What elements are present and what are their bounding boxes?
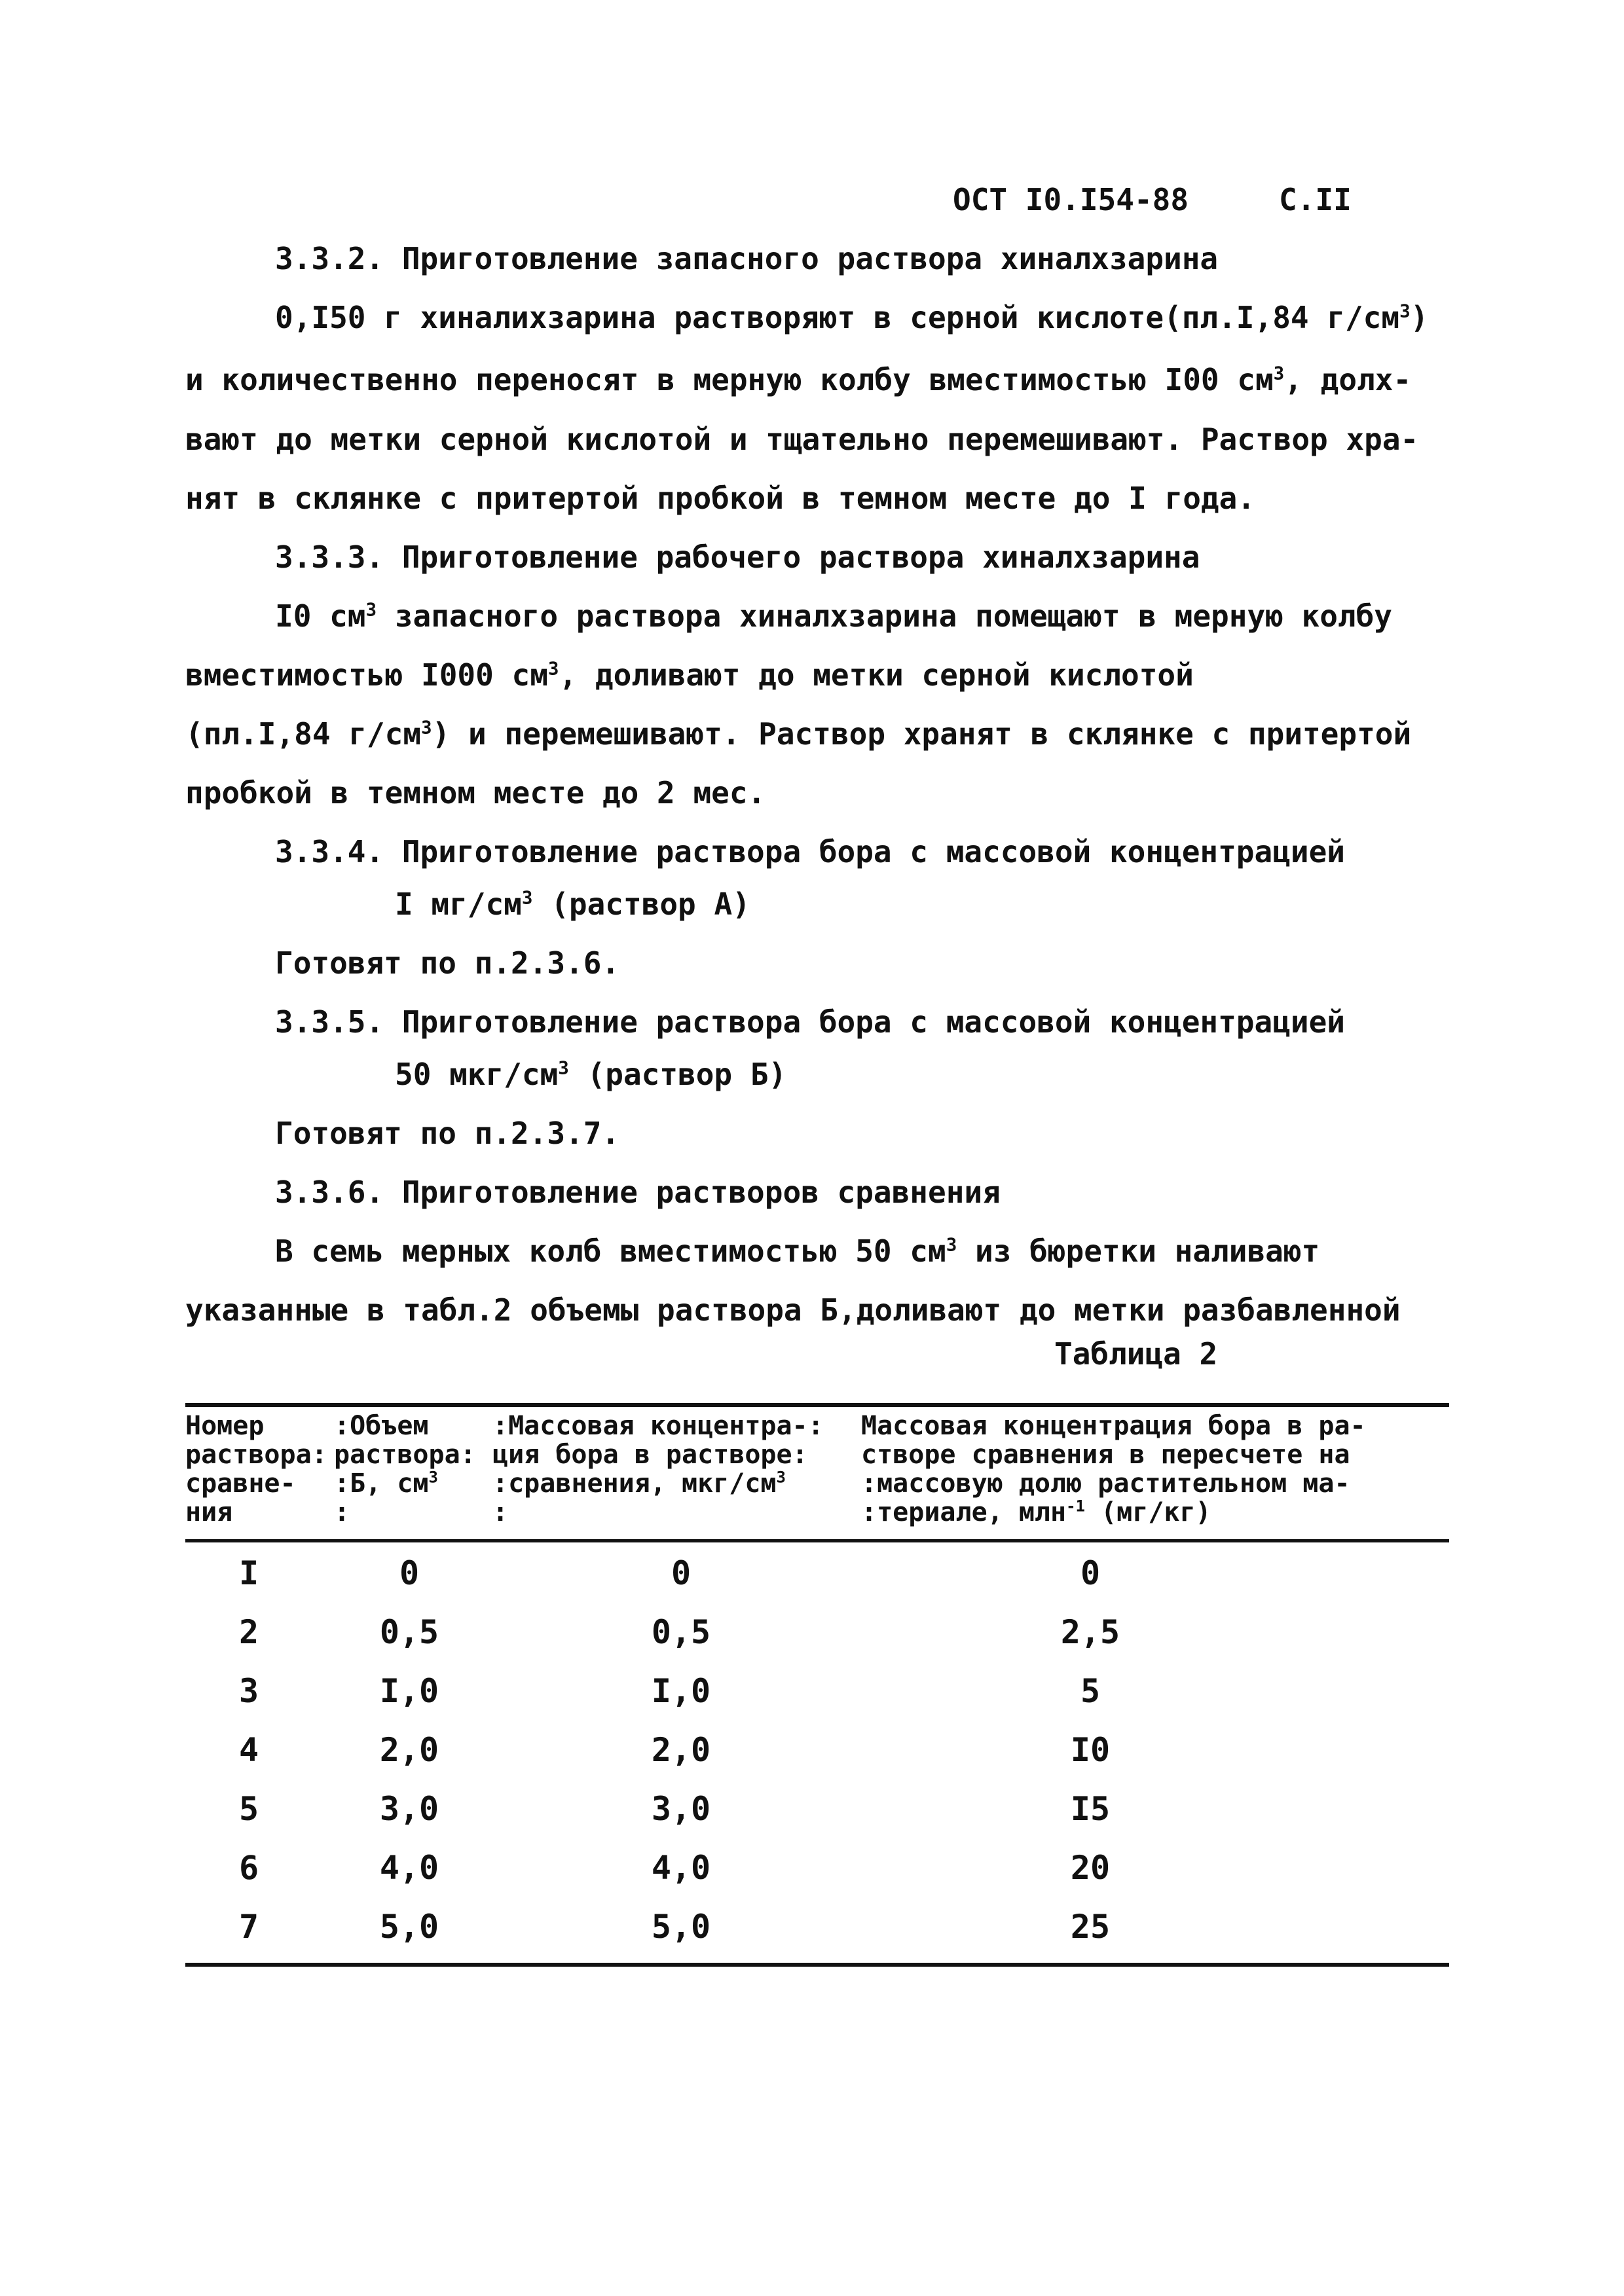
cell-concentration-solution: 4,0 <box>651 1849 711 1887</box>
section-333-line-4: пробкой в темном месте до 2 мес. <box>185 775 766 811</box>
cell-number: 6 <box>238 1849 259 1887</box>
section-334-subtitle: I $мг/см^3$ (раствор А) <box>395 886 750 922</box>
section-332-title: 3.3.2. Приготовление запасного раствора хиналхзарина <box>275 241 1219 276</box>
cell-number: 7 <box>238 1908 259 1946</box>
section-334-title: 3.3.4. Приготовление раствора бора с массовой концентрацией <box>275 834 1345 869</box>
table-top-rule <box>185 1403 1449 1407</box>
cell-number: I <box>238 1554 259 1592</box>
cell-volume: 3,0 <box>379 1790 439 1828</box>
table-header-rule <box>185 1539 1449 1542</box>
section-333-title: 3.3.3. Приготовление рабочего раствора хиналхзарина <box>275 539 1200 575</box>
section-334-reference: Готовят по п.2.3.6. <box>275 945 620 981</box>
cell-concentration-solution: 3,0 <box>651 1790 711 1828</box>
section-336-line-2: указанные в табл.2 объемы раствора Б,доливают до метки разбавленной <box>185 1292 1401 1328</box>
table-header-number: Номер раствора: сравне- ния <box>185 1411 327 1527</box>
cell-concentration-material: 25 <box>1070 1908 1111 1946</box>
table-header-concentration-solution: :Массовая концентра-: ция бора в растворе: :сравнения, мкг/$см^3$ : <box>492 1411 824 1527</box>
cell-volume: I,0 <box>379 1672 439 1710</box>
cell-concentration-solution: I,0 <box>651 1672 711 1710</box>
cell-volume: 2,0 <box>379 1731 439 1769</box>
table-header-concentration-material: Массовая концентрация бора в ра- створе сравнения в пересчете на :массовую долю растительном ма- :териале, млн$^{-1}$ (мг/кг) <box>861 1411 1366 1527</box>
cell-concentration-material: 20 <box>1070 1849 1111 1887</box>
table-bottom-rule <box>185 1963 1449 1967</box>
page-number: С.II <box>1279 182 1352 217</box>
cell-concentration-material: I0 <box>1070 1731 1111 1769</box>
cell-concentration-solution: 2,0 <box>651 1731 711 1769</box>
cell-concentration-material: 0 <box>1080 1554 1101 1592</box>
section-335-subtitle: 50 мкг/$см^3$ (раствор Б) <box>395 1057 787 1092</box>
cell-number: 5 <box>238 1790 259 1828</box>
cell-concentration-material: 5 <box>1080 1672 1101 1710</box>
section-333-line-1: I0 $см^3$ запасного раствора хиналхзарина помещают в мерную колбу <box>275 598 1392 634</box>
cell-volume: 5,0 <box>379 1908 439 1946</box>
cell-concentration-solution: 0,5 <box>651 1613 711 1651</box>
cell-number: 2 <box>238 1613 259 1651</box>
section-336-title: 3.3.6. Приготовление растворов сравнения <box>275 1175 1001 1210</box>
cell-number: 4 <box>238 1731 259 1769</box>
cell-volume: 0,5 <box>379 1613 439 1651</box>
cell-concentration-solution: 0 <box>671 1554 692 1592</box>
section-333-line-2: вместимостью I000 $см^3$, доливают до метки серной кислотой <box>185 657 1194 693</box>
section-335-title: 3.3.5. Приготовление раствора бора с массовой концентрацией <box>275 1004 1345 1040</box>
section-332-line-3: вают до метки серной кислотой и тщательно перемешивают. Раствор хра- <box>185 422 1419 457</box>
table-label: Таблица 2 <box>1054 1336 1218 1372</box>
cell-concentration-solution: 5,0 <box>651 1908 711 1946</box>
document-code: ОСТ I0.I54-88 <box>953 182 1189 217</box>
section-336-line-1: В семь мерных колб вместимостью 50 $см^3$ из бюретки наливают <box>275 1233 1320 1269</box>
cell-number: 3 <box>238 1672 259 1710</box>
cell-volume: 4,0 <box>379 1849 439 1887</box>
section-332-line-1: 0,I50 г хиналихзарина растворяют в серной кислоте(пл.I,84 $г/см^3$) <box>275 300 1429 335</box>
cell-concentration-material: 2,5 <box>1060 1613 1120 1651</box>
table-header-volume: :Объем раствора: :Б, $см^3$ : <box>334 1411 476 1527</box>
section-332-line-4: нят в склянке с притертой пробкой в темном месте до I года. <box>185 481 1255 516</box>
section-332-line-2: и количественно переносят в мерную колбу вместимостью I00 $см^3$, долх- <box>185 362 1412 397</box>
section-335-reference: Готовят по п.2.3.7. <box>275 1116 620 1151</box>
cell-concentration-material: I5 <box>1070 1790 1111 1828</box>
section-333-line-3: (пл.I,84 $г/см^3$) и перемешивают. Раствор хранят в склянке с притертой <box>185 716 1412 752</box>
cell-volume: 0 <box>399 1554 420 1592</box>
